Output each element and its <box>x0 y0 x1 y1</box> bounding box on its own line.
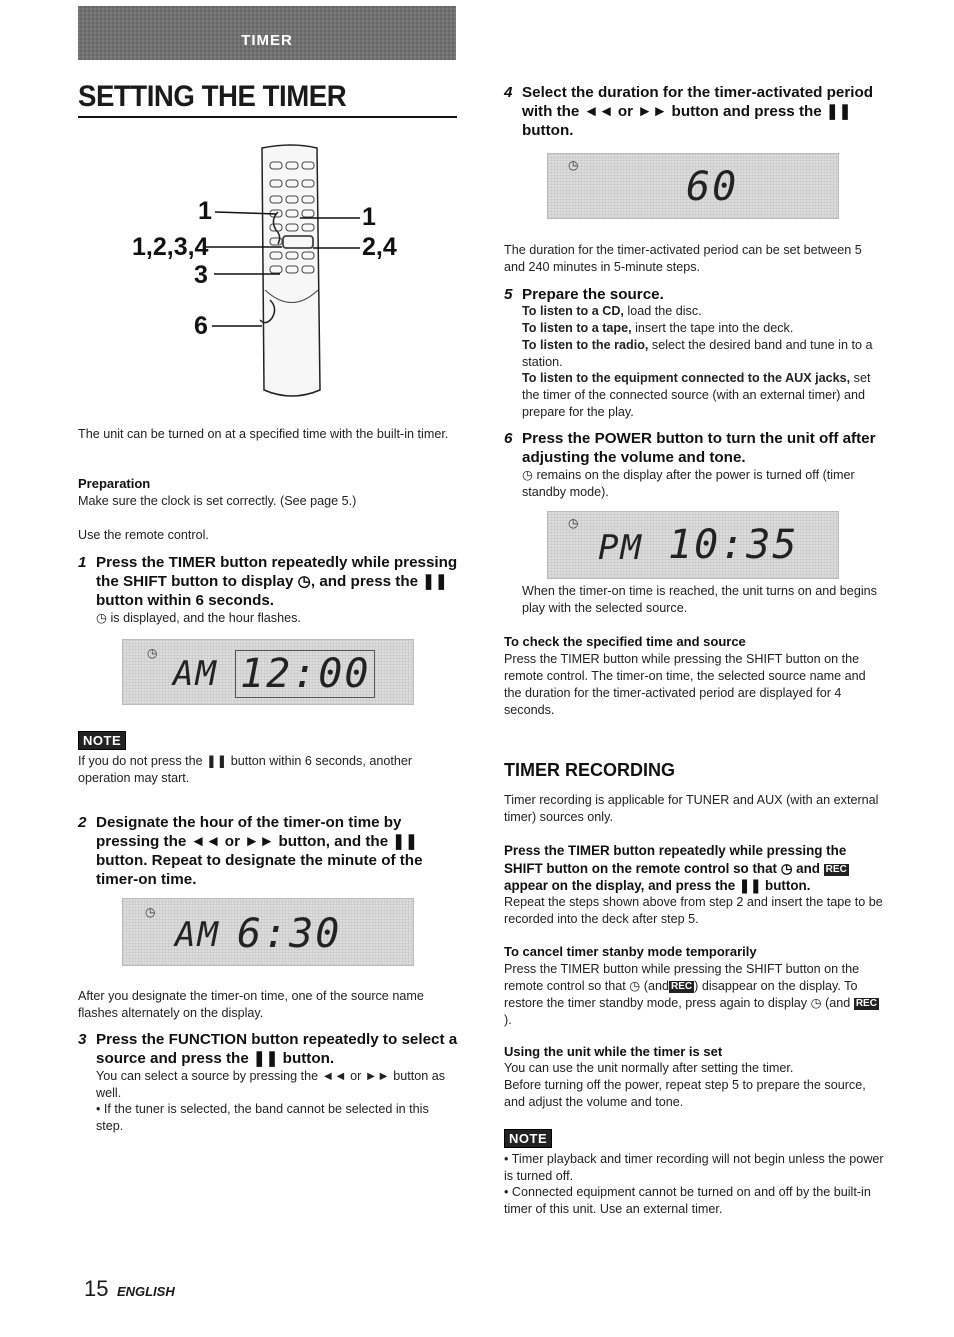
step5-tape-bold: To listen to a tape, <box>522 321 632 335</box>
step6-text: ◷ remains on the display after the power is turned off (timer standby mode). <box>522 468 855 499</box>
step6-after-text: When the timer-on time is reached, the unit turns on and begins play with the selected source. <box>522 584 877 615</box>
callout-right-24: 2,4 <box>362 233 397 261</box>
step2-after-text: After you designate the timer-on time, one of the source name flashes alternately on the display. <box>78 989 424 1020</box>
rec-text: Repeat the steps shown above from step 2 and insert the tape to be recorded into the deck after step 5. <box>504 895 883 926</box>
using-text-2: Before turning off the power, repeat step 5 to prepare the source, and adjust the volume and tone. <box>504 1078 866 1109</box>
banner-label: TIMER <box>241 32 293 49</box>
cancel-text-a: Press the TIMER button while pressing the SHIFT button on the remote control so that ◷ (and <box>504 962 860 993</box>
rec-badge: REC <box>825 863 847 875</box>
step5-aux <box>522 370 884 421</box>
step5-cd <box>522 303 884 320</box>
step3-number: 3 <box>78 1031 87 1048</box>
lcd-display-60 <box>547 153 839 219</box>
step5-aux-text: set the timer of the connected source (with an external timer) and prepare for the play. <box>522 371 871 419</box>
step2-number: 2 <box>78 814 87 831</box>
timer-clock-icon-4: ◷ <box>568 516 579 530</box>
section-banner <box>78 6 456 60</box>
rec-step-a: Press the TIMER button repeatedly while pressing the SHIFT button on the remote control so that ◷ and <box>504 843 847 876</box>
callout-left-1234: 1,2,3,4 <box>132 233 209 261</box>
cancel-text-b: ) disappear on the display. To restore the timer standby mode, press again to display ◷ (and <box>504 979 858 1010</box>
using-heading: Using the unit while the timer is set <box>504 1044 723 1059</box>
step5-radio <box>522 337 884 371</box>
step3-heading: Press the FUNCTION button repeatedly to select a source and press the ❚❚ button. <box>96 1031 458 1067</box>
rec-badge-2: REC <box>671 981 693 992</box>
step1-note: ◷ is displayed, and the hour flashes. <box>96 611 301 625</box>
lcd-display-pm-1035 <box>547 511 839 579</box>
remote-illustration <box>110 140 430 405</box>
lcd1-time: 12:00 <box>235 650 375 698</box>
rec-step <box>504 842 886 895</box>
preparation-text: Make sure the clock is set correctly. (See page 5.) <box>78 494 357 508</box>
language-label: ENGLISH <box>116 1284 175 1299</box>
note-label-left: NOTE <box>78 731 126 750</box>
step5-radio-text: select the desired band and tune in to a station. <box>522 338 873 369</box>
note-bullet-1: • Timer playback and timer recording will not begin unless the power is turned off. <box>504 1152 884 1183</box>
timer-recording-heading: TIMER RECORDING <box>504 760 675 780</box>
use-remote-text: Use the remote control. <box>78 528 209 542</box>
callout-left-3: 3 <box>194 261 208 289</box>
step5-cd-bold: To listen to a CD, <box>522 304 624 318</box>
note-label-right: NOTE <box>504 1129 552 1148</box>
timer-recording-intro: Timer recording is applicable for TUNER and AUX (with an external timer) sources only. <box>504 793 879 824</box>
remote-control-drawing <box>110 140 430 405</box>
step5-aux-bold: To listen to the equipment connected to the AUX jacks, <box>522 371 851 385</box>
step6-heading: Press the POWER button to turn the unit off after adjusting the volume and tone. <box>522 430 876 466</box>
step2-heading: Designate the hour of the timer-on time by pressing the ◄◄ or ►► button, and the ❚❚ button. Repeat to designate the minute of the timer-on time. <box>96 814 423 888</box>
step3-text: You can select a source by pressing the ◄◄ or ►► button as well. <box>96 1069 446 1100</box>
step3-bullet: • If the tuner is selected, the band cannot be selected in this step. <box>96 1102 429 1133</box>
lcd-display-am-630 <box>122 898 414 966</box>
page-title: SETTING THE TIMER <box>78 80 347 113</box>
step5-tape <box>522 320 884 337</box>
lcd1-ampm: AM <box>173 654 218 694</box>
step6-number: 6 <box>504 430 513 447</box>
rec-step-b: appear on the display, and press the ❚❚ button. <box>504 878 811 893</box>
step4-number: 4 <box>504 84 513 101</box>
lcd3-time: 60 <box>686 164 739 210</box>
using-text-1: You can use the unit normally after setting the timer. <box>504 1061 794 1075</box>
intro-text: The unit can be turned on at a specified time with the built-in timer. <box>78 427 449 441</box>
step1-heading: Press the TIMER button repeatedly while pressing the SHIFT button to display ◷, and press the ❚❚ button within 6 seconds. <box>96 554 458 609</box>
page-footer <box>84 1276 175 1302</box>
title-rule <box>78 116 457 118</box>
callout-right-1: 1 <box>362 203 376 231</box>
note-bullet-2: • Connected equipment cannot be turned on and off by the built-in timer of this unit. Use an external timer. <box>504 1185 871 1216</box>
lcd4-time: 10:35 <box>668 522 799 568</box>
step4-text: The duration for the timer-activated period can be set between 5 and 240 minutes in 5-minute steps. <box>504 243 862 274</box>
step1-number: 1 <box>78 554 87 571</box>
callout-left-1: 1 <box>198 197 212 225</box>
step5-cd-text: load the disc. <box>623 304 702 318</box>
check-text: Press the TIMER button while pressing the SHIFT button on the remote control. The timer-on time, the selected source name and the duration for the timer-activated period are displayed for 4 seconds. <box>504 652 866 717</box>
step5-radio-bold: To listen to the radio, <box>522 338 649 352</box>
step5-heading: Prepare the source. <box>522 286 664 303</box>
check-heading: To check the specified time and source <box>504 634 746 649</box>
preparation-heading: Preparation <box>78 476 151 491</box>
step4-heading: Select the duration for the timer-activated period with the ◄◄ or ►► button and press the ❚❚ button. <box>522 84 874 139</box>
cancel-text-c: ). <box>504 1013 512 1027</box>
timer-clock-icon-3: ◷ <box>568 158 579 172</box>
page-number: 15 <box>84 1276 109 1301</box>
cancel-heading: To cancel timer stanby mode temporarily <box>504 944 757 959</box>
note-text-left: If you do not press the ❚❚ button within 6 seconds, another operation may start. <box>78 754 413 785</box>
timer-clock-icon-2: ◷ <box>145 905 156 919</box>
timer-clock-icon: ◷ <box>147 646 158 660</box>
step5-tape-text: insert the tape into the deck. <box>631 321 794 335</box>
lcd4-ampm: PM <box>598 528 643 568</box>
rec-badge-3: REC <box>855 998 877 1009</box>
lcd-display-am-1200 <box>122 639 414 705</box>
lcd2-time: 6:30 <box>237 911 342 957</box>
lcd2-ampm: AM <box>175 915 220 955</box>
step5-number: 5 <box>504 286 513 303</box>
callout-left-6: 6 <box>194 312 208 340</box>
cancel-text <box>504 961 886 1029</box>
